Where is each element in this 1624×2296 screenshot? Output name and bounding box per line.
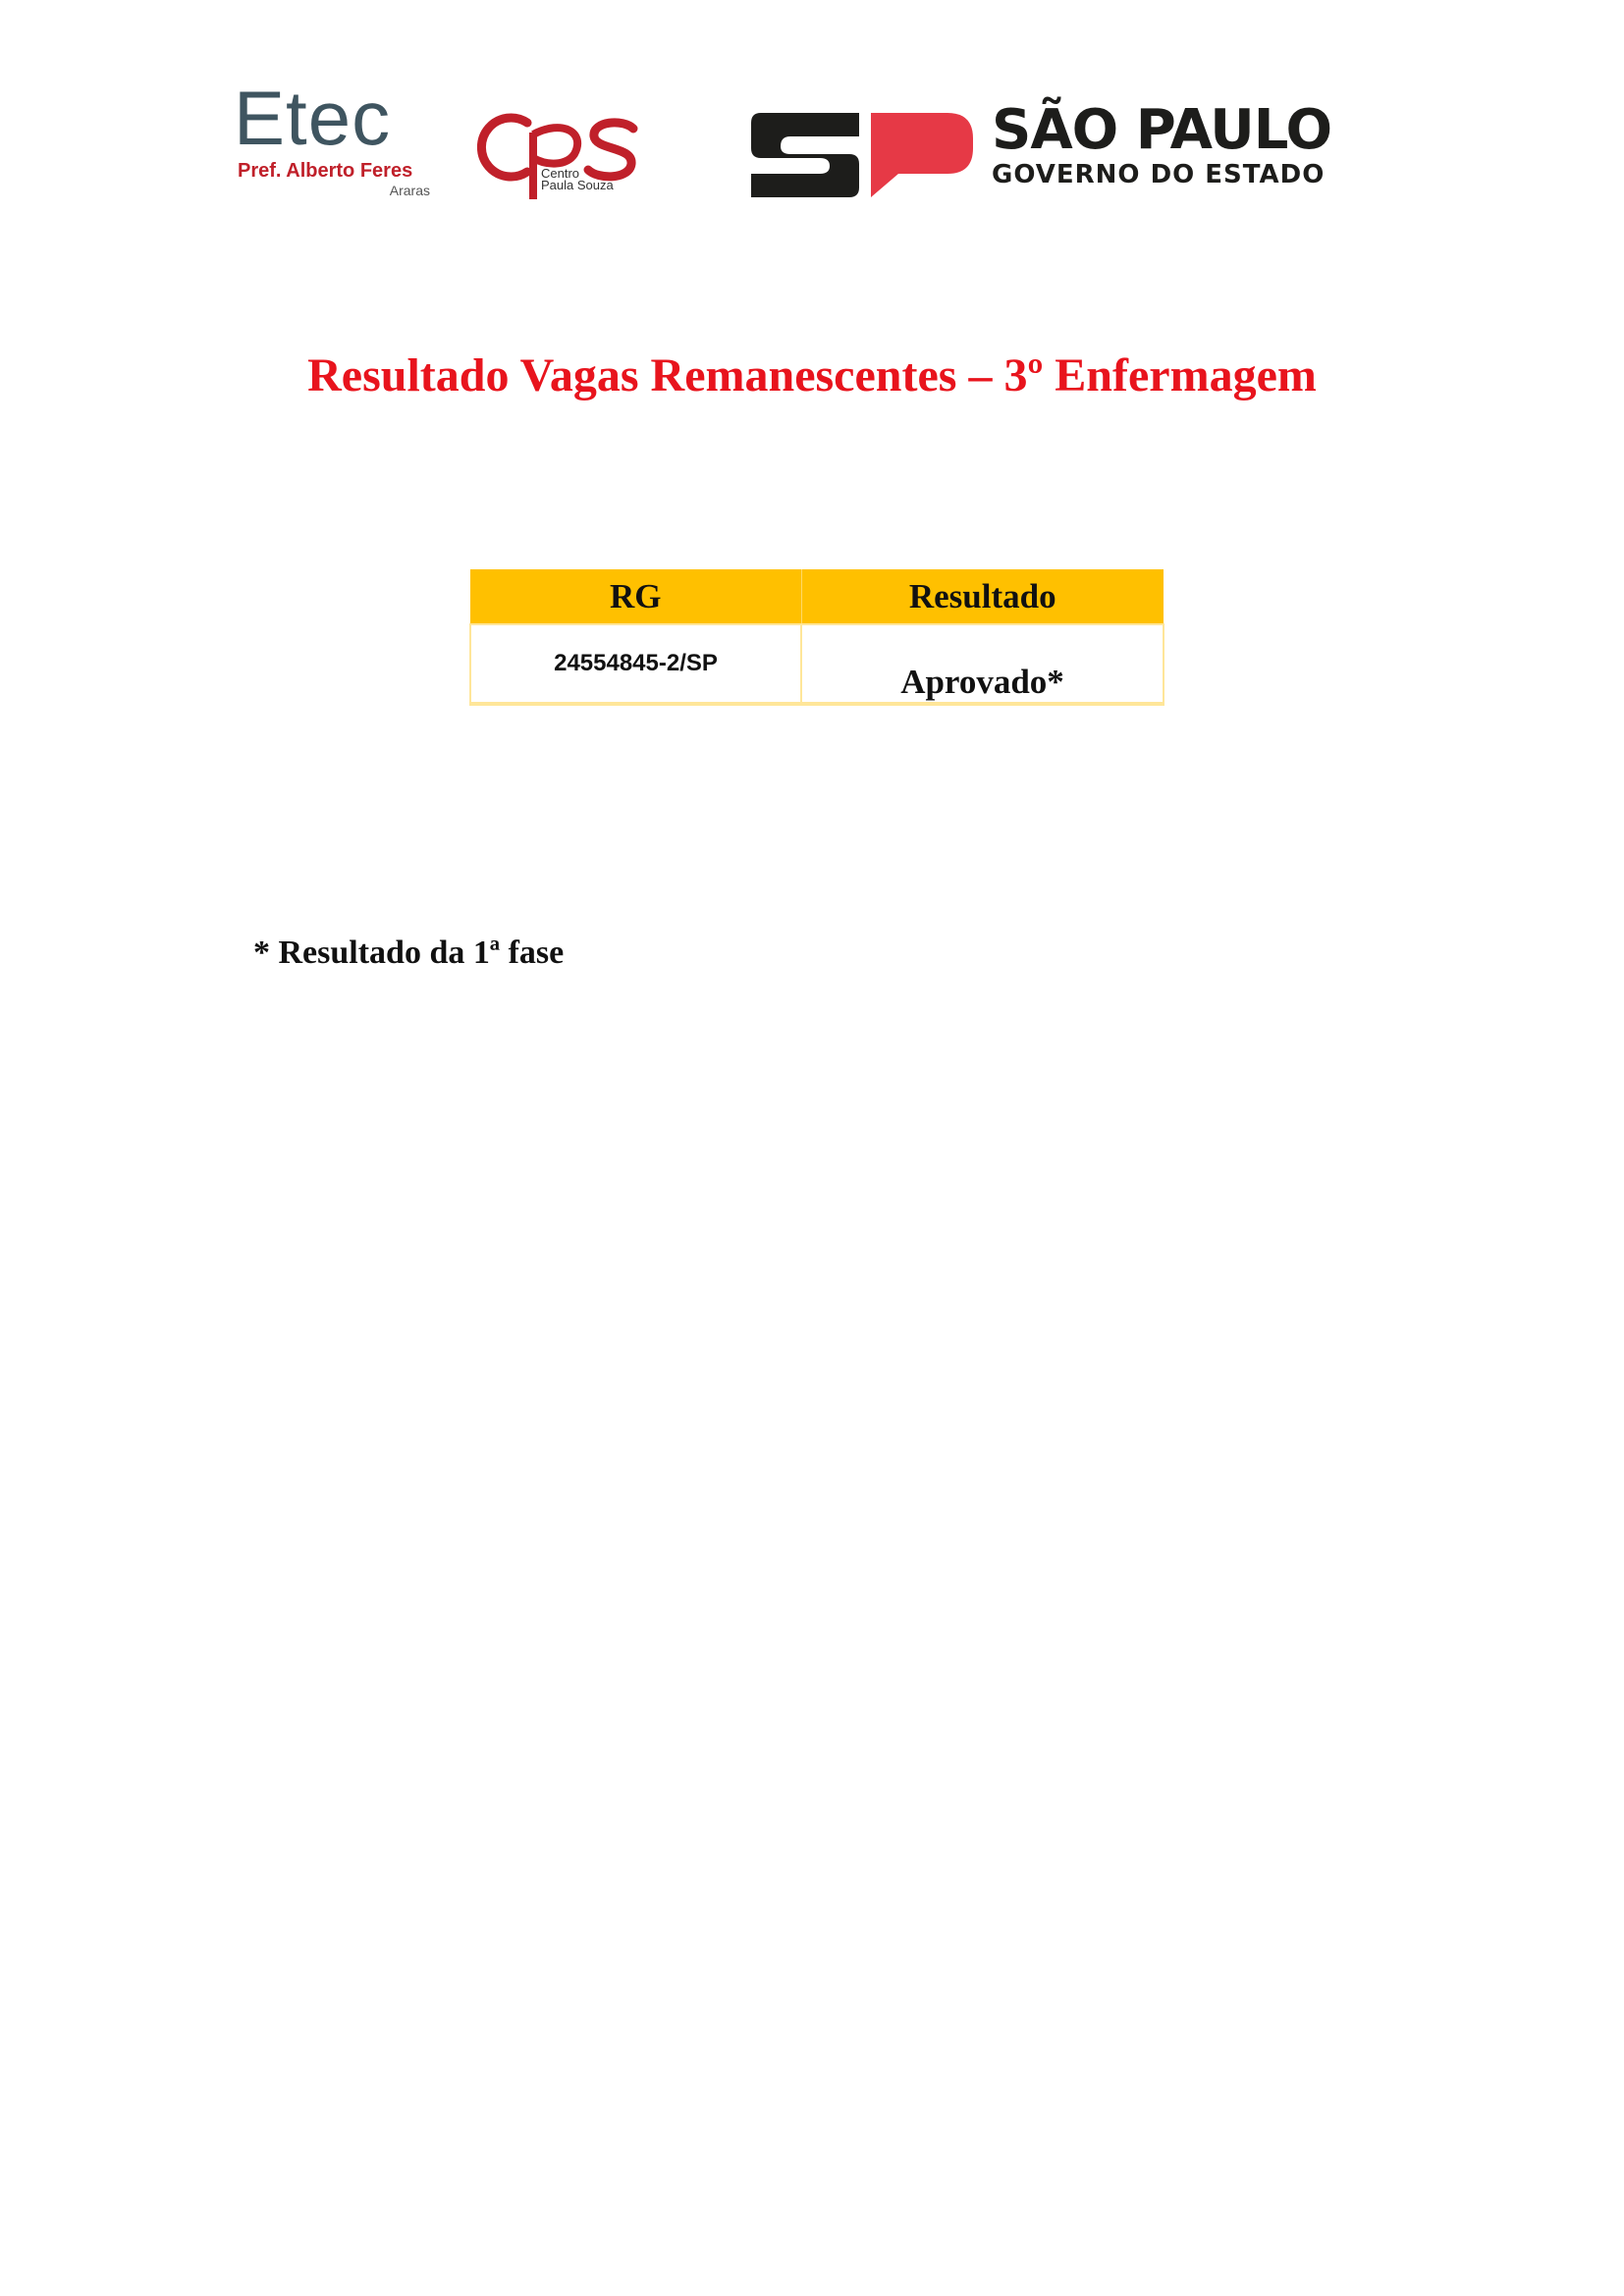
etec-logo-word: Etec xyxy=(234,75,392,161)
sp-logo-text xyxy=(992,98,1424,189)
footnote: * Resultado da 1ª fase xyxy=(253,934,565,971)
etec-logo xyxy=(234,75,432,201)
etec-logo-school: Pref. Alberto Feres xyxy=(238,160,413,182)
sp-logo-subtitle: GOVERNO DO ESTADO xyxy=(992,160,1326,189)
result-table xyxy=(469,569,1164,706)
table-row xyxy=(470,624,1164,704)
cps-caption-line-1: Centro xyxy=(541,166,580,181)
cell-resultado: Aprovado* xyxy=(801,624,1164,704)
cps-logo-caption xyxy=(541,168,614,191)
column-header-rg: RG xyxy=(470,569,801,624)
cell-rg: 24554845-2/SP xyxy=(470,624,801,704)
header-logos xyxy=(234,75,1424,206)
column-header-resultado: Resultado xyxy=(801,569,1164,624)
page-title: Resultado Vagas Remanescentes – 3º Enfermagem xyxy=(307,349,1317,401)
etec-logo-city: Araras xyxy=(389,183,430,198)
cps-logo xyxy=(476,111,638,201)
sp-logo-mark xyxy=(751,113,973,197)
sp-logo-title: SÃO PAULO xyxy=(992,98,1332,162)
cps-caption-line-2: Paula Souza xyxy=(541,178,614,192)
table-header-row xyxy=(470,569,1164,624)
